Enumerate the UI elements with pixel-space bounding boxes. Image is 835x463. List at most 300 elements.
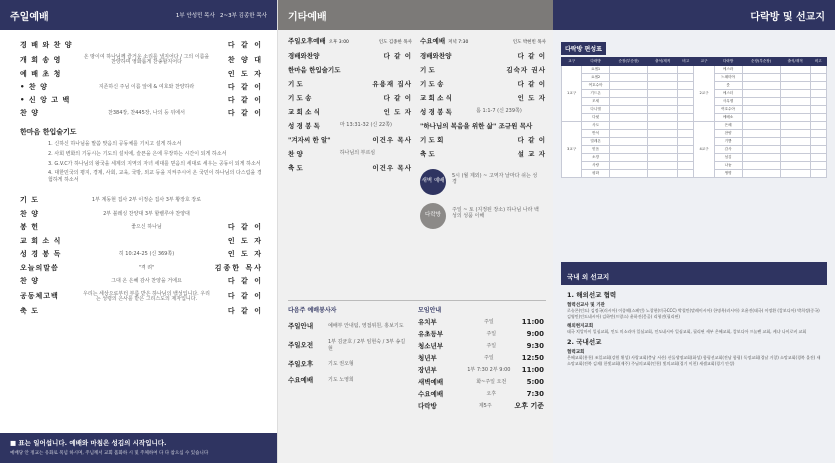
service-row <box>420 81 546 88</box>
meeting-label: 청년부 <box>418 354 437 363</box>
group-row-name: 룻 <box>714 82 742 90</box>
order-label: 경 배 와 찬 양 <box>20 41 73 49</box>
meeting-place: 주일 <box>484 319 494 325</box>
table-cell <box>678 154 694 162</box>
meeting-label: 새벽예배 <box>418 378 444 387</box>
order-row <box>20 251 263 258</box>
mission-s1: 협력선교사 및 기관 <box>567 303 605 308</box>
table-cell <box>678 74 694 82</box>
meetings <box>418 305 544 415</box>
table-cell <box>780 154 810 162</box>
meeting-place: 화~주일 오전 <box>476 379 507 385</box>
service-row <box>288 95 412 102</box>
smallgroup-table <box>561 57 827 178</box>
service-row <box>288 151 412 158</box>
table-cell <box>678 122 694 130</box>
service-label: 성 경 봉 독 <box>420 107 452 116</box>
order-leader: 다 같 이 <box>227 109 263 117</box>
service-columns <box>278 30 553 235</box>
order-detail: 그대 온 은혜 감사 찬양을 거에요 <box>111 278 182 285</box>
table-body <box>562 66 827 178</box>
order-detail: 히 10:24-25 (신 369쪽) <box>118 251 175 258</box>
order-label: 찬 양 <box>20 209 39 218</box>
service-label: 교 회 소 식 <box>288 107 320 116</box>
table-cell <box>648 122 678 130</box>
table-cell <box>678 66 694 74</box>
meeting-time: 7:30 <box>526 390 544 398</box>
order-bottom <box>0 187 277 316</box>
table-header: 다락방 <box>582 58 610 66</box>
table-cell <box>648 138 678 146</box>
group-row-name: 믿음 <box>582 146 610 154</box>
service-row <box>288 137 412 144</box>
table-cell <box>810 98 826 106</box>
afternoon-leader: 인도 김종한 목사 <box>378 40 412 45</box>
order-label: 개 회 송 영 <box>20 55 62 64</box>
meeting-time: 오후 기준 <box>514 402 544 410</box>
mission-section <box>561 262 827 369</box>
mission-t2: 태국 치앙마이 일심교회, 인도 미소라마 일심교회, 인도네시아 일심교회, 필리핀 세부 은혜교회, 캄보디아 프놈펜 교회, 케냐 나이로비 교회 <box>567 328 807 334</box>
order-leader: 다 같 이 <box>227 277 263 286</box>
table-header-row <box>562 58 827 66</box>
footer-main: ■ 표는 일어섭니다. 예배와 마침은 성김의 시작입니다. <box>10 439 167 447</box>
service-detail: 롬 1:1-7 (신 239쪽) <box>476 108 522 115</box>
order-label: • 신 앙 고 백 <box>20 96 71 104</box>
mission-h2: 2. 국내선교 <box>567 338 602 347</box>
service-label: 기 도 회 <box>420 135 444 144</box>
next-list <box>288 323 408 384</box>
meeting-label: 장년부 <box>418 366 437 375</box>
service-label: 교 회 소 식 <box>420 93 452 102</box>
next-week-servers <box>288 305 408 415</box>
table-cell <box>678 130 694 138</box>
group-row-name: 감사 <box>714 146 742 154</box>
order-leader: 다 같 이 <box>227 223 263 232</box>
table-header: 다락방 <box>714 58 742 66</box>
dawn-text: 5시 (월 제외) ~ 고역자 날마다 쉬는 성경 <box>452 172 538 186</box>
table-cell <box>780 106 810 114</box>
service-label: 찬 양 <box>288 149 303 158</box>
order-label: 축 도 <box>20 307 39 316</box>
next-label: 주일오후 <box>288 360 314 369</box>
order-label: 오늘의말씀 <box>20 263 59 272</box>
group-row-name: 사랑 <box>582 162 610 170</box>
prayer-item: 3. G.V.C가 하나님의 왕국을 세계의 지역의 자녀 세대를 믿음의 세대로 세우는 공동이 되게 하소서 <box>48 160 261 167</box>
afternoon-time: 오후 3:00 <box>328 40 349 45</box>
table-row <box>562 122 827 130</box>
prayer-item: 2. 사회 변화의 기둥시는 기도의 설치에, 슬픈을 은에 무장하는 시간이 되게 하소서 <box>48 150 227 157</box>
table-header: 비고 <box>678 58 694 66</box>
table-cell <box>610 170 648 178</box>
group-row-name: 소망 <box>582 154 610 162</box>
service-row <box>288 109 412 116</box>
table-header: 순장(부순장) <box>742 58 780 66</box>
meeting-row <box>418 391 544 398</box>
order-leader: 다 같 이 <box>227 307 263 316</box>
service-label: 경배와찬양 <box>420 51 452 60</box>
table-cell <box>742 82 780 90</box>
table-cell <box>810 130 826 138</box>
service-row <box>288 81 412 88</box>
table-cell <box>648 82 678 90</box>
table-cell <box>648 90 678 98</box>
table-cell <box>648 146 678 154</box>
meeting-place: 1부 7:30 2부 9:00 <box>467 367 511 373</box>
group-row-name: 나눔 <box>714 162 742 170</box>
next-label: 주일오전 <box>288 341 314 350</box>
group-row-name: 다윗 <box>582 114 610 122</box>
meeting-row <box>418 343 544 350</box>
order-leader: 다 같 이 <box>227 83 263 91</box>
meeting-place: 주일 <box>486 331 497 337</box>
multiply-badge: 다락방 <box>420 203 446 229</box>
afternoon-service <box>288 36 412 235</box>
table-cell <box>678 170 694 178</box>
group-row-name: 반석 <box>582 130 610 138</box>
mission-t3: 은혜교회(홍천) 조일교회(강원 횡성) 사랑교회(충남 서산) 산돌생명교회(화성) 함평선교회(전남 함평) 독정교회(경남 거창) 소망교회(경북 울진) 새소망교회(전북 김제) 한빛교회(제주) 주님의교회(인천) 빛의교회(경기 이천) 새샘교회(경기 안성) <box>567 355 821 367</box>
service-label: 기 도 <box>420 65 435 74</box>
next-row <box>288 339 408 353</box>
group-row-name: 은혜 <box>714 122 742 130</box>
table-cell <box>810 106 826 114</box>
group-row-name: 찬양 <box>714 130 742 138</box>
table-cell <box>610 130 648 138</box>
service-row <box>420 53 546 60</box>
table-cell <box>648 98 678 106</box>
order-row <box>20 55 263 65</box>
prayer-section <box>0 123 277 184</box>
prayer-title: 한마음 한입술기도 <box>20 128 77 136</box>
order-leader: 다 같 이 <box>227 96 263 104</box>
service-leader: 이건우 목사 <box>372 163 412 172</box>
service-label: 경배와찬양 <box>288 51 320 60</box>
table-cell <box>742 66 780 74</box>
meeting-time: 12:50 <box>521 354 544 362</box>
meeting-place: 주일 <box>484 355 494 361</box>
service-leader: 설 교 자 <box>517 149 546 158</box>
service-leader: 이건우 목사 <box>372 135 412 144</box>
table-cell <box>610 74 648 82</box>
service-row <box>420 67 546 74</box>
table-cell <box>780 130 810 138</box>
mission-s3: 협력교회 <box>567 350 585 356</box>
dawn-badge: 새벽 예배 <box>420 169 446 195</box>
next-row <box>288 323 408 330</box>
service-leader: 다 같 이 <box>517 51 546 60</box>
panel-other-worship <box>278 0 553 463</box>
panel2-header <box>278 0 553 30</box>
meeting-row <box>418 379 544 386</box>
mission-s2: 해외현지교회 <box>567 323 594 329</box>
table-cell <box>678 138 694 146</box>
table-cell <box>610 82 648 90</box>
table-cell <box>742 146 780 154</box>
bottom-section <box>288 300 546 415</box>
order-leader: 인 도 자 <box>227 70 263 78</box>
service-leader: 유용재 집사 <box>372 79 412 88</box>
service-row <box>288 67 412 74</box>
table-cell <box>742 162 780 170</box>
table-cell <box>780 170 810 178</box>
order-label: 찬 양 <box>20 109 39 117</box>
table-cell <box>780 66 810 74</box>
order-row <box>20 71 263 78</box>
group-row-name: 에스더 <box>714 90 742 98</box>
group-row-name: 요셉1 <box>582 66 610 74</box>
prayer-item: 4. 대한민국의 평지, 경제, 사회, 교육, 국방, 외교 등을 지켜주시어 온 국민이 하나님의 다스림을 경험하게 하소서 <box>48 170 262 183</box>
table-tag: 다락방 편성표 <box>561 42 606 55</box>
table-cell <box>678 146 694 154</box>
order-row <box>20 197 263 204</box>
order-label: 성 경 봉 독 <box>20 250 62 259</box>
table-cell <box>810 154 826 162</box>
meeting-time: 11:00 <box>521 366 544 374</box>
next-title: 다음주 예배봉사자 <box>288 307 337 314</box>
order-row <box>20 308 263 315</box>
order-row <box>20 42 263 49</box>
table-cell <box>780 98 810 106</box>
meeting-label: 유치부 <box>418 318 437 327</box>
meeting-time: 9:30 <box>526 342 544 350</box>
next-value: 기도 권오형 <box>328 361 354 368</box>
table-cell <box>810 114 826 122</box>
service-label: 기 도 <box>288 79 303 88</box>
table-cell <box>780 82 810 90</box>
next-value: 1부 김균호 / 2부 임현숙 / 3부 송길현 <box>328 338 406 352</box>
service-label: 한마음 한입술기도 <box>288 65 341 74</box>
table-cell <box>780 74 810 82</box>
order-row <box>20 84 263 91</box>
meeting-label: 수요예배 <box>418 390 444 399</box>
table-cell <box>610 66 648 74</box>
order-detail: 찬384장, 찬445장, 나의 등 뒤에서 <box>108 110 185 116</box>
meeting-place: 주일 <box>486 343 497 349</box>
order-row <box>20 224 263 231</box>
order-detail: 우리는 세상으로부터 부름 받은 하나님의 백성입니다. 우리는 성령의 은사를 받은 그리스도의 제자입니다. <box>82 290 211 302</box>
table-cell <box>810 90 826 98</box>
table-cell <box>780 114 810 122</box>
group-row-name: 평화 <box>582 170 610 178</box>
order-detail: "격 려" <box>138 264 155 271</box>
meeting-label: 다락방 <box>418 402 437 411</box>
service-detail: 하나님의 부르심 <box>339 150 376 157</box>
group-row-name: 사도 <box>582 122 610 130</box>
order-row <box>20 211 263 218</box>
order-leader: 인 도 자 <box>227 250 263 259</box>
group-row-name: 여호수아 <box>582 82 610 90</box>
table-cell <box>810 138 826 146</box>
mission-h1: 1. 해외선교 협력 <box>567 291 617 299</box>
extra-services <box>420 165 546 235</box>
order-row <box>20 292 263 302</box>
group-row-name: 느헤미야 <box>714 74 742 82</box>
service-1: 1부 안성민 목사 2~3부 김종한 목사 <box>175 13 267 19</box>
meeting-list <box>418 319 544 410</box>
table-cell <box>810 170 826 178</box>
next-label: 주일안내 <box>288 322 314 331</box>
table-header: 비고 <box>810 58 826 66</box>
order-label: 공동체고백 <box>20 292 59 301</box>
group-row-name: 생명 <box>714 170 742 178</box>
service-2: 2~3부 김종한 목사 <box>220 13 267 19</box>
prayer-list <box>20 137 263 184</box>
service-leader: 인 도 자 <box>517 93 546 102</box>
table-cell <box>678 162 694 170</box>
panel3-header <box>553 0 835 30</box>
table-cell <box>610 90 648 98</box>
next-label: 수요예배 <box>288 376 314 385</box>
panel1-title: 주일예배 <box>10 11 49 23</box>
table-header: 순장(부순장) <box>610 58 648 66</box>
service-leader: 다 같 이 <box>383 51 412 60</box>
table-cell <box>742 114 780 122</box>
service-leader: 김숙자 권사 <box>506 65 546 74</box>
service-row <box>288 123 412 130</box>
meeting-label: 유초등부 <box>418 330 444 339</box>
footer-sub: 예배당 안 정교는 유화로 묵념 하시며, 주님께서 교회 흡화하 시 및 주체하여 다 다 참으십 수 있습니다 <box>10 451 209 456</box>
order-label: • 찬 양 <box>20 83 48 91</box>
group-row-name: 여호수아 <box>714 106 742 114</box>
panel1-header <box>0 0 277 30</box>
multiply-text: 주일 ~ 토 (지정된 장소) 하나님 나라 백성의 성품 이해 <box>452 206 539 220</box>
table-cell <box>780 146 810 154</box>
table-cell <box>742 138 780 146</box>
table-cell <box>648 114 678 122</box>
table-cell <box>610 98 648 106</box>
order-detail: 2부 블레싱 찬양대 3부 할렐루야 찬양대 <box>103 210 190 217</box>
meeting-time: 11:00 <box>521 318 544 326</box>
afternoon-title: 주일오후예배 <box>288 37 326 45</box>
wednesday-leader: 인도 박현빈 목사 <box>512 40 546 45</box>
table-cell <box>648 74 678 82</box>
table-cell <box>678 106 694 114</box>
table-header: 교구 <box>562 58 582 66</box>
group-row-name: 다니엘 <box>582 106 610 114</box>
table-cell <box>780 122 810 130</box>
panel2-title: 기타예배 <box>288 11 327 23</box>
order-leader: 다 같 이 <box>227 41 263 49</box>
service-label: "하나님의 복음을 위한 삶" 조규원 목사 <box>420 121 533 130</box>
table-header: 교구 <box>694 58 714 66</box>
meeting-row <box>418 367 544 374</box>
order-leader: 다 같 이 <box>227 292 263 301</box>
table-cell <box>742 74 780 82</box>
table-cell <box>780 90 810 98</box>
meeting-time: 5:00 <box>526 378 544 386</box>
mission-tag: 국내 외 선교지 <box>567 273 610 281</box>
group-name: 1교구 <box>562 66 582 122</box>
service-leader: 다 같 이 <box>383 93 412 102</box>
meeting-row <box>418 331 544 338</box>
order-leader: 김종한 목사 <box>214 263 263 272</box>
table-cell <box>810 162 826 170</box>
table-cell <box>648 66 678 74</box>
next-row <box>288 377 408 384</box>
table-cell <box>742 154 780 162</box>
meeting-place: 오후 <box>486 391 497 397</box>
meeting-row <box>418 319 544 326</box>
wednesday-service <box>420 36 546 235</box>
meeting-place: 제5주 <box>478 403 492 409</box>
service-leader: 다 같 이 <box>517 135 546 144</box>
table-cell <box>648 170 678 178</box>
table-header: 출석/재적 <box>780 58 810 66</box>
group-row-name: 기쁨 <box>714 138 742 146</box>
order-detail: 좋으신 하나님 <box>131 224 162 231</box>
table-cell <box>780 162 810 170</box>
service-detail: 마 13:31-32 (신 22쪽) <box>339 122 392 129</box>
meeting-time: 9:00 <box>526 330 544 338</box>
group-row-name: 에베소 <box>714 114 742 122</box>
group-row-name: 모세 <box>582 98 610 106</box>
wednesday-title: 수요예배 <box>420 37 446 45</box>
table-header: 출석/재적 <box>648 58 678 66</box>
wednesday-time: 저녁 7:30 <box>448 40 469 45</box>
order-row <box>20 278 263 285</box>
panel-sunday-worship <box>0 0 278 463</box>
order-label: 교 회 소 식 <box>20 236 62 245</box>
service-label: 성 경 봉 독 <box>288 121 320 130</box>
service-row <box>420 137 546 144</box>
table-cell <box>610 154 648 162</box>
order-label: 찬 양 <box>20 277 39 286</box>
panel3-title: 다락방 및 선교지 <box>750 11 825 23</box>
table-cell <box>610 114 648 122</box>
order-detail: 1부 계동현 집사 2부 이정순 집사 3부 황장호 장로 <box>91 197 202 204</box>
service-leader: 인 도 자 <box>383 107 412 116</box>
table-cell <box>810 66 826 74</box>
service-label: 축 도 <box>288 163 303 172</box>
group-name: 4교구 <box>694 122 714 178</box>
order-label: 예 배 초 청 <box>20 70 62 78</box>
table-cell <box>742 122 780 130</box>
group-row-name: 요셉2 <box>582 74 610 82</box>
table-cell <box>742 90 780 98</box>
next-value: 예배부 안내팀, 영접위원, 홍보기도 <box>328 323 404 329</box>
service-row <box>420 95 546 102</box>
table-cell <box>610 146 648 154</box>
table-cell <box>810 74 826 82</box>
table-cell <box>648 130 678 138</box>
meeting-label: 청소년부 <box>418 342 444 351</box>
order-leader: 인 도 자 <box>227 236 263 245</box>
service-row <box>420 123 546 130</box>
table-cell <box>610 138 648 146</box>
mission-t1: 로슈콘(인도) 김정국(러시아) 이종해(스페인) 노창현(미국CCC) 박철민(말레이시아) 한명옥(러시아) 오윤진(태국) 이정환 (캄보디아) 박희정(중국) 김영민(인도네시아) 김하만(프랑스) 윤하진(몽골) 리형진(필리핀) <box>567 308 820 319</box>
service-label: 축 도 <box>420 149 435 158</box>
table-cell <box>610 162 648 170</box>
order-row <box>20 110 263 117</box>
next-row <box>288 361 408 368</box>
panel1-footer <box>0 433 278 463</box>
group-row-name: 빌레몬 <box>582 138 610 146</box>
table-cell <box>678 90 694 98</box>
table-cell <box>648 162 678 170</box>
prayer-item: 1. 신하신 하나님을 말씀 맞음의 공동체를 기치고 설게 하소서 <box>48 141 182 147</box>
next-value: 기도 노영희 <box>328 377 354 383</box>
meeting-row <box>418 355 544 362</box>
table-cell <box>648 154 678 162</box>
panel-smallgroups-missions <box>553 0 835 463</box>
service-label: 기 도 송 <box>420 79 444 88</box>
afternoon-order <box>288 53 412 172</box>
order-row <box>20 97 263 104</box>
table-cell <box>742 170 780 178</box>
meeting-title: 모임안내 <box>418 307 442 314</box>
group-name: 2교구 <box>694 66 714 122</box>
order-row <box>20 265 263 272</box>
wednesday-order <box>420 53 546 158</box>
